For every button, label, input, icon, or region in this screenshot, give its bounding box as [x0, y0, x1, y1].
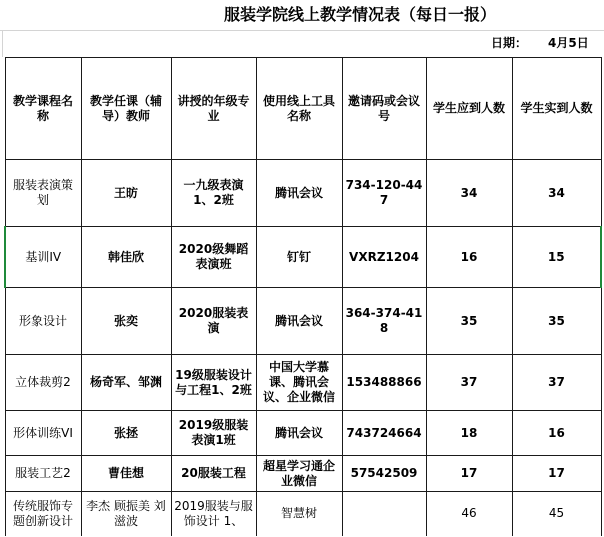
table-row: [5, 355, 601, 411]
course-cell[interactable]: 传统服饰专题创新设计: [5, 492, 81, 536]
header-grade[interactable]: 讲授的年级专业: [171, 58, 256, 160]
header-row: [5, 58, 601, 160]
date-label: 日期：: [491, 36, 528, 50]
tool-cell[interactable]: 智慧树: [256, 492, 342, 536]
code-cell[interactable]: 743724664: [342, 411, 426, 456]
actual-cell[interactable]: 35: [512, 288, 601, 355]
grade-cell[interactable]: 20服装工程: [171, 456, 256, 492]
tool-cell[interactable]: 腾讯会议: [256, 288, 342, 355]
table-row: [5, 411, 601, 456]
tool-text: 中国大学慕课、腾讯会议、企业微信: [262, 360, 335, 404]
teaching-table: [4, 57, 602, 536]
expected-cell[interactable]: 18: [426, 411, 512, 456]
course-cell[interactable]: 服装工艺2: [5, 456, 81, 492]
header-teacher[interactable]: 教学任课（辅导）教师: [81, 58, 171, 160]
teacher-cell[interactable]: 曹佳想: [81, 456, 171, 492]
teacher-cell[interactable]: 韩佳欣: [81, 227, 171, 288]
actual-cell[interactable]: 45: [512, 492, 601, 536]
actual-cell[interactable]: 15: [512, 227, 601, 288]
table-row: [5, 492, 601, 536]
code-cell[interactable]: 364-374-418: [342, 288, 426, 355]
expected-cell[interactable]: 17: [426, 456, 512, 492]
grade-cell[interactable]: 2019服装与服饰设计 1、: [171, 492, 256, 536]
code-cell[interactable]: [342, 492, 426, 536]
expected-cell[interactable]: 46: [426, 492, 512, 536]
tool-cell[interactable]: 超星学习通企业微信: [256, 456, 342, 492]
grade-text: 19级服装设计与工程1、2班: [175, 367, 252, 397]
header-code[interactable]: 邀请码或会议号: [342, 58, 426, 160]
teacher-cell[interactable]: 李杰 顾振美 刘滋波: [81, 492, 171, 536]
course-cell[interactable]: 服装表演策划: [5, 160, 81, 227]
tool-cell[interactable]: 腾讯会议: [256, 160, 342, 227]
grade-cell[interactable]: 2019级服装表演1班: [171, 411, 256, 456]
expected-cell[interactable]: 37: [426, 355, 512, 411]
header-actual[interactable]: 学生实到人数: [512, 58, 601, 160]
actual-cell[interactable]: 34: [512, 160, 601, 227]
tool-cell[interactable]: 钉钉: [256, 227, 342, 288]
sheet-title-cell[interactable]: [0, 0, 604, 31]
table-row: [5, 456, 601, 492]
actual-cell[interactable]: 17: [512, 456, 601, 492]
course-cell[interactable]: 形体训练VI: [5, 411, 81, 456]
code-cell[interactable]: 57542509: [342, 456, 426, 492]
teacher-cell[interactable]: 王昉: [81, 160, 171, 227]
code-cell[interactable]: VXRZ1204: [342, 227, 426, 288]
actual-cell[interactable]: 16: [512, 411, 601, 456]
date-row[interactable]: [0, 30, 604, 57]
grade-cell[interactable]: 2020服装表演: [171, 288, 256, 355]
teacher-cell[interactable]: 张奕: [81, 288, 171, 355]
expected-cell[interactable]: 16: [426, 227, 512, 288]
teacher-cell[interactable]: 张拯: [81, 411, 171, 456]
table-row: [5, 227, 601, 288]
grade-cell[interactable]: 一九级表演1、2班: [171, 160, 256, 227]
table-row: [5, 160, 601, 227]
course-cell[interactable]: 形象设计: [5, 288, 81, 355]
sheet-title: 服装学院线上教学情况表（每日一报）: [223, 5, 496, 24]
expected-cell[interactable]: 35: [426, 288, 512, 355]
grade-cell[interactable]: 2020级舞蹈表演班: [171, 227, 256, 288]
table-row: [5, 288, 601, 355]
code-cell[interactable]: 153488866: [342, 355, 426, 411]
code-cell[interactable]: 734-120-447: [342, 160, 426, 227]
course-cell[interactable]: 立体裁剪2: [5, 355, 81, 411]
course-cell[interactable]: 基训IV: [5, 227, 81, 288]
header-tool[interactable]: 使用线上工具名称: [256, 58, 342, 160]
header-course[interactable]: 教学课程名称: [5, 58, 81, 160]
teacher-cell[interactable]: 杨奇军、邹渊: [81, 355, 171, 411]
date-value: 4月5日: [548, 36, 589, 50]
grade-cell[interactable]: [171, 355, 256, 411]
actual-cell[interactable]: 37: [512, 355, 601, 411]
header-expected[interactable]: 学生应到人数: [426, 58, 512, 160]
expected-cell[interactable]: 34: [426, 160, 512, 227]
tool-cell[interactable]: 腾讯会议: [256, 411, 342, 456]
tool-cell[interactable]: [256, 355, 342, 411]
